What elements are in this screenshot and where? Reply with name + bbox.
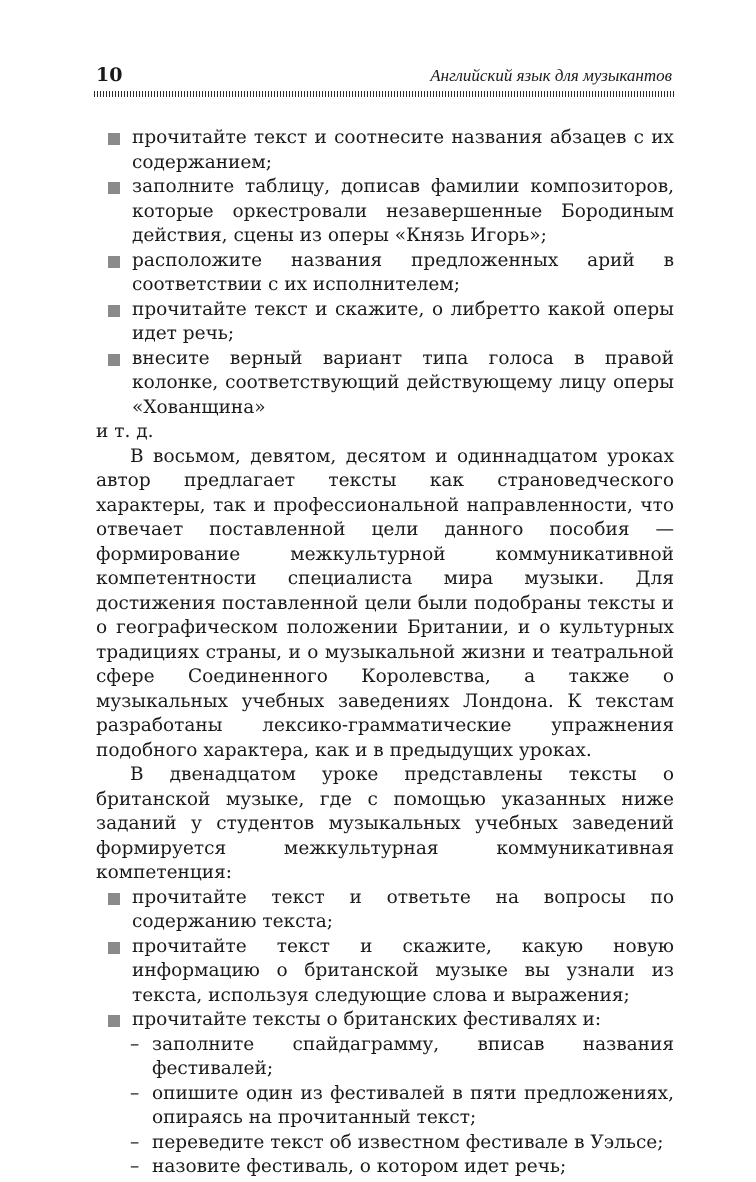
task-list-1 [96,126,674,420]
list-item: прочитайте текст и соотнесите названия абзацев с их содержанием; [96,126,674,175]
festival-sublist [96,1033,674,1180]
header-rule [94,91,674,97]
list-item: прочитайте текст и скажите, о либретто какой оперы идет речь; [96,298,674,347]
list-item: заполните таблицу, дописав фамилии композиторов, которые оркестровали незавершенные Бородиным действия, сцены из оперы «Князь Игорь»; [96,175,674,249]
sublist-item: – переведите текст об известном фестивале в Уэльсе; [96,1131,674,1156]
list-item: внесите верный вариант типа голоса в правой колонке, соответствующий действующему лицу оперы «Хованщина» [96,347,674,421]
running-title: Английский язык для музыкантов [430,66,672,85]
sublist-item: – заполните спайдаграмму, вписав названия фестивалей; [96,1033,674,1082]
sublist-item: – назовите фестиваль, о котором идет речь; [96,1155,674,1180]
list-item [96,1008,674,1033]
list-item-text: прочитайте тексты о британских фестивалях и: [132,1009,602,1030]
list-item: прочитайте текст и ответьте на вопросы по содержанию текста; [96,886,674,935]
list-item: прочитайте текст и скажите, какую новую информацию о британской музыке вы узнали из текста, используя следующие слова и выражения; [96,935,674,1009]
list-item: расположите названия предложенных арий в соответствии с их исполнителем; [96,249,674,298]
page-body [96,126,674,1180]
paragraph-lesson-12: В двенадцатом уроке представлены тексты о британской музыке, где с помощью указанных ниже заданий у студентов музыкальных учебных заведений формируется межкультурная коммуникативная компетенция: [96,764,674,883]
task-list-2 [96,886,674,1033]
etc-text: и т. д. [96,421,154,442]
paragraph-lessons-8-11: В восьмом, девятом, десятом и одиннадцатом уроках автор предлагает тексты как страноведческого характеры, так и профессиональной направленности, что отвечает поставленной цели данного пособия — формирование межкультурной коммуникативной компетентности специалиста мира музыки. Для достижения поставленной цели были подобраны тексты и о географическом положении Британии, и о культурных традициях страны, и о музыкальной жизни и театральной сфере Соединенного Королевства, а также о музыкальных учебных заведениях Лондона. К текстам разработаны лексико-грамматические упражнения подобного характера, как и в предыдущих уроках. [96,445,674,761]
page-header [96,64,674,92]
sublist-item: – опишите один из фестивалей в пяти предложениях, опираясь на прочитанный текст; [96,1082,674,1131]
page-number: 10 [96,64,123,86]
